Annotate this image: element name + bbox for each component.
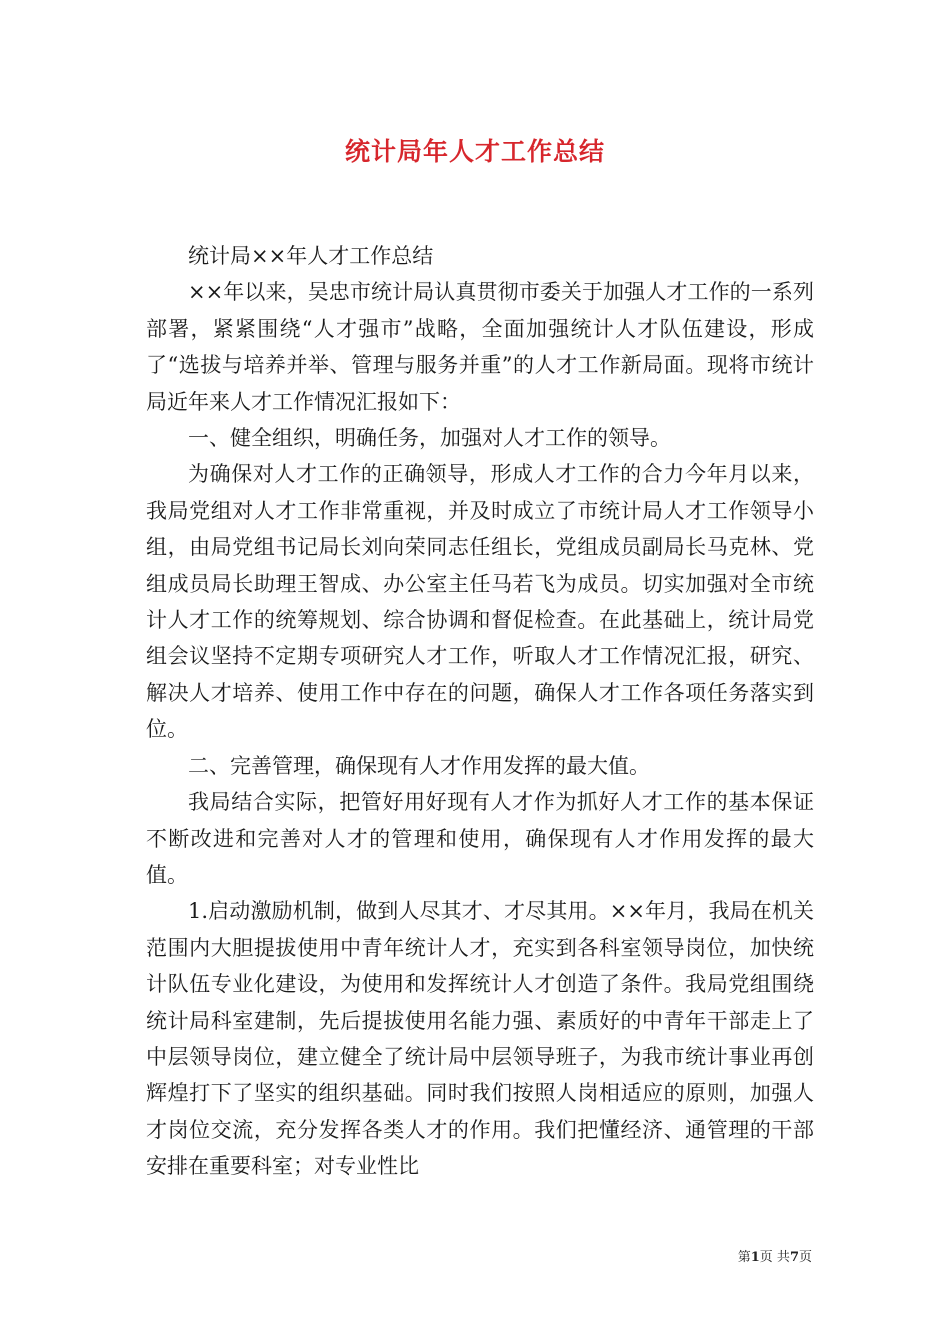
document-title: 统计局年人才工作总结 — [344, 137, 605, 166]
paragraph-intro: ××年以来，吴忠市统计局认真贯彻市委关于加强人才工作的一系列部署，紧紧围绕“人才强市”战略，全面加强统计人才队伍建设，形成了“选拔与培养并举、管理与服务并重”的人才工作新局面。现将市统计局近年来人才工作情况汇报如下： — [146, 280, 814, 414]
footer-prefix: 第 — [737, 1250, 751, 1265]
paragraph-section-1: 为确保对人才工作的正确领导，形成人才工作的合力今年月以来，我局党组对人才工作非常重视，并及时成立了市统计局人才工作领导小组，由局党组书记局长刘向荣同志任组长，党组成员副局长马克林、党组成员局长助理王智成、办公室主任马若飞为成员。切实加强对全市统计人才工作的统筹规划、综合协调和督促检查。在此基础上，统计局党组会议坚持不定期专项研究人才工作，听取人才工作情况汇报，研究、解决人才培养、使用工作中存在的问题，确保人才工作各项任务落实到位。 — [146, 462, 814, 742]
footer-total-pages: 7 — [789, 1250, 799, 1265]
paragraph-item-1: 1.启动激励机制，做到人尽其才、才尽其用。××年月，我局在机关范围内大胆提拔使用中青年统计人才，充实到各科室领导岗位，加快统计队伍专业化建设，为使用和发挥统计人才创造了条件。我局党组围绕统计局科室建制，先后提拔使用名能力强、素质好的中青年干部走上了中层领导岗位，建立健全了统计局中层领导班子，为我市统计事业再创辉煌打下了坚实的组织基础。同时我们按照人岗相适应的原则，加强人才岗位交流，充分发挥各类人才的作用。我们把懂经济、通管理的干部安排在重要科室；对专业性比 — [146, 899, 814, 1179]
footer-middle: 页 共 — [759, 1250, 790, 1265]
section-heading-2: 二、完善管理，确保现有人才作用发挥的最大值。 — [188, 753, 650, 778]
paragraph-subtitle: 统计局××年人才工作总结 — [188, 244, 434, 268]
footer-page-number: 1 — [750, 1250, 760, 1265]
section-heading-1: 一、健全组织，明确任务，加强对人才工作的领导。 — [188, 426, 671, 451]
footer-suffix: 页 — [798, 1250, 812, 1265]
document-body — [146, 238, 814, 1185]
paragraph-section-2: 我局结合实际，把管好用好现有人才作为抓好人才工作的基本保证不断改进和完善对人才的管理和使用，确保现有人才作用发挥的最大值。 — [146, 790, 814, 887]
page-footer — [0, 1246, 812, 1265]
